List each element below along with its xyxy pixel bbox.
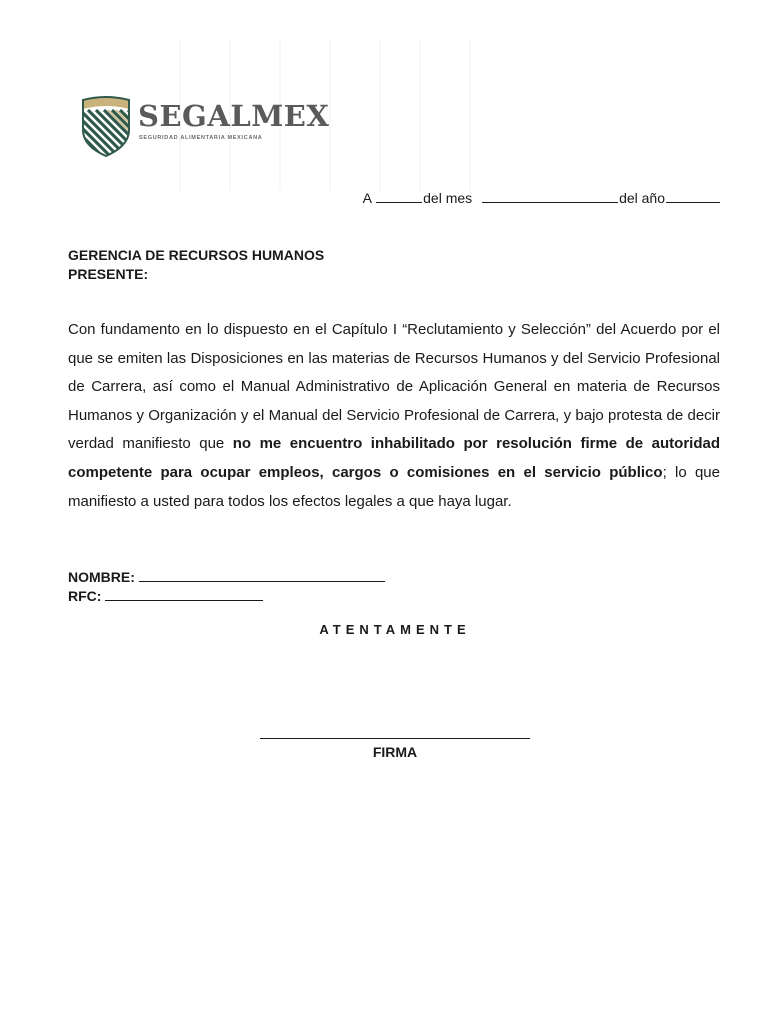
declaration-text-part2: ; lo que manifiesto a usted para todos los efectos legales a que haya lugar. — [68, 463, 720, 510]
rfc-field[interactable] — [105, 588, 263, 601]
closing-text: ATENTAMENTE — [319, 622, 471, 637]
brand-name: SEGALMEX — [138, 99, 330, 133]
date-line — [363, 190, 720, 206]
recipient-salutation: PRESENTE: — [68, 266, 149, 282]
year-label: del año — [619, 190, 665, 206]
declaration-text-part1: Con fundamento en lo dispuesto en el Capítulo I “Reclutamiento y Selección” del Acuerdo por el que se emiten las Disposiciones en las materias de Recursos Humanos y del Servicio Profesional de Carrera, así como el Manual Administrativo de Aplicación General en materia de Recursos Humanos y Organización y el Manual del Servicio Profesional de Carrera, y bajo protesta de decir verdad manifiesto que — [68, 321, 720, 453]
date-prefix: A — [362, 190, 372, 206]
recipient-office: GERENCIA DE RECURSOS HUMANOS — [68, 247, 325, 263]
rfc-row — [68, 587, 385, 606]
day-blank[interactable] — [376, 190, 422, 203]
shield-emblem-icon — [80, 96, 132, 158]
month-label: del mes — [423, 190, 473, 206]
recipient-block — [68, 246, 324, 284]
declaration-bold-statement: no me encuentro inhabilitado por resolución firme de autoridad competente para ocupar empleos, cargos o comisiones en el servicio público — [68, 435, 720, 481]
segalmex-logo — [80, 96, 340, 160]
year-blank[interactable] — [666, 190, 720, 203]
rfc-label: RFC: — [68, 588, 102, 604]
signature-label: FIRMA — [372, 744, 418, 760]
month-blank[interactable] — [482, 190, 618, 203]
declaration-paragraph — [68, 316, 720, 516]
nombre-row — [68, 568, 385, 587]
personal-fields — [68, 568, 385, 606]
brand-tagline: SEGURIDAD ALIMENTARIA MEXICANA — [139, 135, 263, 141]
nombre-label: NOMBRE: — [68, 569, 135, 585]
signature-field[interactable] — [260, 738, 530, 739]
nombre-field[interactable] — [139, 569, 385, 582]
